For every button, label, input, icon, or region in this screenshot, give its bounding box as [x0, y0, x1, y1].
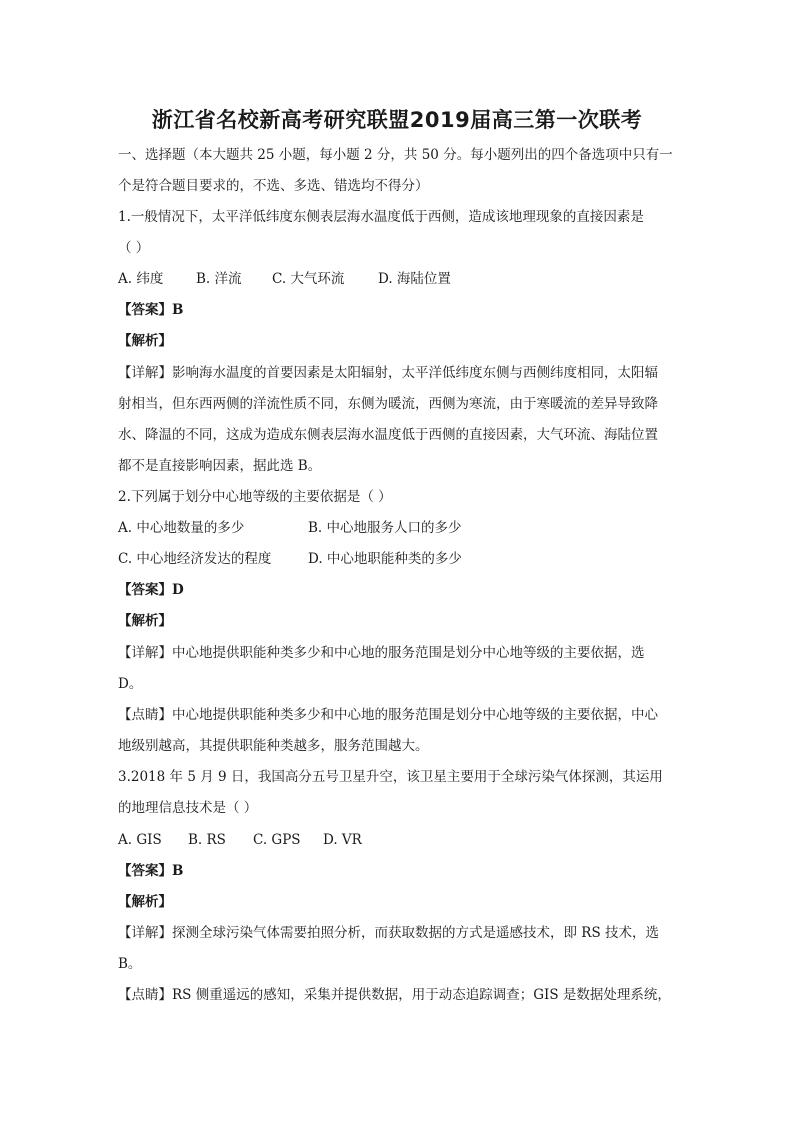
q2-options-row-2: [118, 550, 462, 568]
q2-detail-line-1: 【详解】中心地提供职能种类多少和中心地的服务范围是划分中心地等级的主要依据，选: [118, 645, 645, 661]
q1-analysis-heading: 【解析】: [118, 333, 172, 349]
q3-detail-line-2: B。: [118, 956, 142, 972]
q1-stem-line-1: 1.一般情况下，太平洋低纬度东侧表层海水温度低于西侧，造成该地理现象的直接因素是: [118, 209, 644, 225]
q3-stem-line-2: 的地理信息技术是（ ）: [118, 800, 258, 816]
q2-analysis-heading: 【解析】: [118, 613, 172, 629]
q2-detail-line-2: D。: [118, 676, 143, 692]
q1-detail-line-1: 【详解】影响海水温度的首要因素是太阳辐射，太平洋低纬度东侧与西侧纬度相同，太阳辐: [118, 365, 658, 381]
q1-option-b: B. 洋流: [196, 271, 242, 287]
q2-option-b: B. 中心地服务人口的多少: [308, 520, 462, 536]
q3-stem-line-1: 3.2018 年 5 月 9 日，我国高分五号卫星升空，该卫星主要用于全球污染气体探测，其运用: [118, 769, 663, 785]
page-title: 浙江省名校新高考研究联盟2019届高三第一次联考: [151, 108, 643, 132]
q2-note-line-2: 地级别越高，其提供职能种类越多，服务范围越大。: [118, 738, 429, 754]
q1-options: [118, 270, 451, 288]
q3-option-c: C. GPS: [253, 832, 301, 848]
section-instructions-line-1: 一、选择题（本大题共 25 小题，每小题 2 分，共 50 分。每小题列出的四个备选项中只有一: [118, 147, 673, 163]
q2-option-c: C. 中心地经济发达的程度: [118, 551, 272, 567]
q3-option-d: D. VR: [323, 832, 362, 848]
q1-detail-line-3: 水、降温的不同，这成为造成东侧表层海水温度低于西侧的直接因素，大气环流、海陆位置: [118, 427, 658, 443]
q2-answer: 【答案】D: [118, 582, 184, 598]
q1-option-a: A. 纬度: [118, 271, 164, 287]
q3-option-a: A. GIS: [118, 832, 162, 848]
q2-options-row-1: [118, 519, 462, 537]
q2-option-d: D. 中心地职能种类的多少: [308, 551, 462, 567]
q1-answer: 【答案】B: [118, 302, 184, 318]
q3-option-b: B. RS: [188, 832, 226, 848]
q2-stem: 2.下列属于划分中心地等级的主要依据是（ ）: [118, 489, 392, 505]
q3-detail-line-1: 【详解】探测全球污染气体需要拍照分析，而获取数据的方式是遥感技术，即 RS 技术，选: [118, 925, 659, 941]
q1-option-d: D. 海陆位置: [378, 271, 451, 287]
q2-option-a: A. 中心地数量的多少: [118, 520, 245, 536]
q1-detail-line-2: 射相当，但东西两侧的洋流性质不同，东侧为暖流，西侧为寒流，由于寒暖流的差异导致降: [118, 396, 658, 412]
q1-detail-line-4: 都不是直接影响因素，据此选 B。: [118, 458, 322, 474]
q3-analysis-heading: 【解析】: [118, 894, 172, 910]
q1-option-c: C. 大气环流: [272, 271, 345, 287]
q3-note-line-1: 【点睛】RS 侧重遥远的感知，采集并提供数据，用于动态追踪调查；GIS 是数据处理系统，: [118, 987, 671, 1003]
q2-note-line-1: 【点睛】中心地提供职能种类多少和中心地的服务范围是划分中心地等级的主要依据，中心: [118, 707, 658, 723]
q3-answer: 【答案】B: [118, 863, 184, 879]
q3-options: [118, 831, 362, 849]
q1-stem-line-2: （ ）: [118, 240, 150, 256]
section-instructions-line-2: 个是符合题目要求的，不选、多选、错选均不得分）: [118, 178, 429, 194]
